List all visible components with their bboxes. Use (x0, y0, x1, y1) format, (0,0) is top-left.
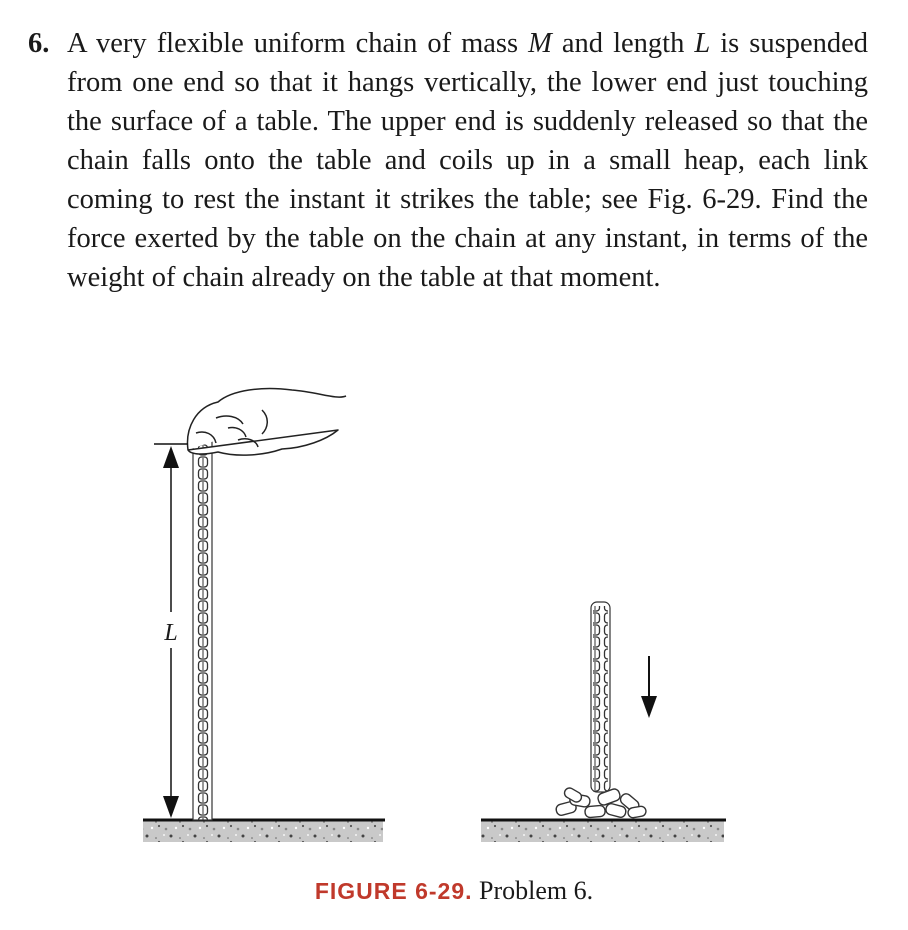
length-symbol: L (694, 28, 711, 59)
problem-text-part: A very flexible uniform chain of mass (67, 28, 529, 59)
arrow-down-icon (641, 696, 657, 718)
problem-text-part: and length (551, 28, 695, 59)
left-table-texture (143, 820, 383, 842)
right-table (481, 820, 726, 842)
problem-text-part: is suspended from one end so that it hangs vertically, the lower end just touching the surface of a table. The upper end is suddenly released so that the chain falls onto the table and coils up in a small heap, each link coming to rest the instant it strikes the table; see Fig. 6-29. Find the force exerted by the table on the chain at any instant, in terms of the weight of chain already on the table at that moment. (67, 28, 868, 293)
hanging-chain-links (195, 430, 210, 820)
falling-chain-links (593, 606, 608, 792)
dimension-arrow-up (163, 446, 179, 468)
problem-number: 6. (28, 28, 50, 59)
length-label: L (164, 620, 178, 646)
heap-link (585, 805, 606, 818)
mass-symbol: M (528, 28, 552, 59)
length-dimension (154, 444, 188, 818)
figure-caption-text: Problem 6. (479, 876, 594, 905)
figure-caption (0, 876, 908, 906)
heap-link (563, 786, 584, 804)
fall-direction-arrow (641, 656, 657, 718)
dimension-arrow-down (163, 796, 179, 818)
hanging-chain (193, 430, 212, 820)
left-table (143, 820, 385, 842)
right-table-texture (481, 820, 724, 842)
problem-6 (28, 24, 868, 297)
problem-text (67, 24, 868, 297)
figure-6-29 (0, 360, 908, 870)
figure-caption-label: FIGURE 6-29. (314, 878, 473, 904)
falling-chain (591, 602, 610, 792)
